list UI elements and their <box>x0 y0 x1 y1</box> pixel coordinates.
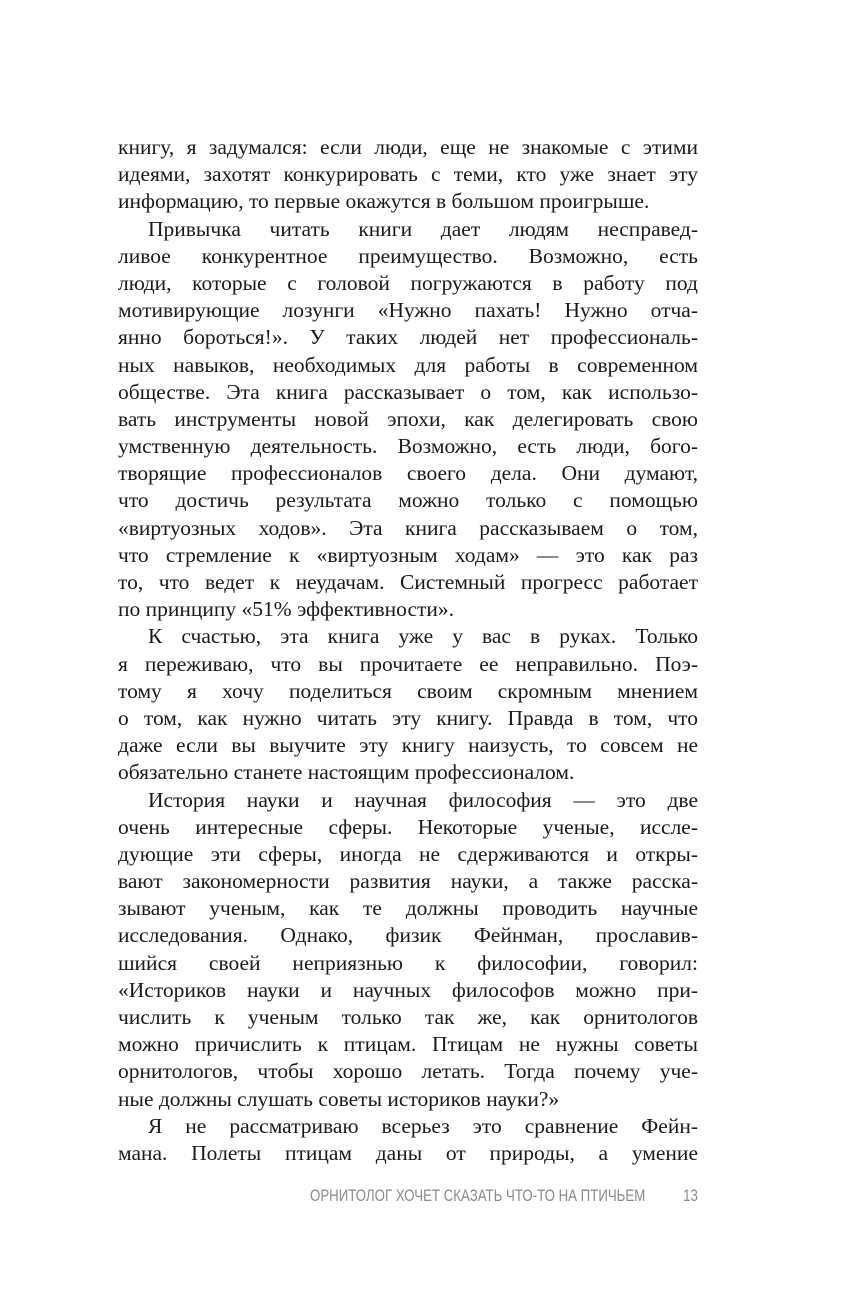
text-line: по принципу «51% эффективности». <box>118 597 455 622</box>
text-line: «Историков науки и научных философов можно при- <box>118 977 698 1002</box>
text-line: мана. Полеты птицам даны от природы, а умение <box>118 1140 698 1165</box>
text-line: орнитологов, чтобы хорошо летать. Тогда почему уче- <box>118 1059 698 1084</box>
text-line: вать инструменты новой эпохи, как делегировать свою <box>118 406 698 431</box>
text-line: люди, которые с головой погружаются в работу под <box>118 270 698 295</box>
text-line: дующие эти сферы, иногда не сдерживаются и откры- <box>118 841 698 866</box>
text-line: информацию, то первые окажутся в большом проигрыше. <box>118 189 650 214</box>
text-line: зывают ученым, как те должны проводить научные <box>118 896 698 921</box>
text-line: обществе. Эта книга рассказывает о том, как использо- <box>118 379 698 404</box>
text-line: я переживаю, что вы прочитаете ее неправильно. Поэ- <box>118 651 698 676</box>
text-line: что стремление к «виртуозным ходам» — это как раз <box>118 542 698 567</box>
running-head: ОРНИТОЛОГ ХОЧЕТ СКАЗАТЬ ЧТО-ТО НА ПТИЧЬЕМ <box>310 1186 646 1205</box>
text-line: умственную деятельность. Возможно, есть люди, бого- <box>118 434 698 459</box>
text-line: обязательно станете настоящим профессионалом. <box>118 760 575 785</box>
text-line: ные должны слушать советы историков науки?» <box>118 1086 560 1111</box>
text-line: идеями, захотят конкурировать с теми, кто уже знает эту <box>118 162 698 187</box>
text-line: «виртуозных ходов». Эта книга рассказываем о том, <box>118 515 698 540</box>
text-line: вают закономерности развития науки, а также расска- <box>118 869 698 894</box>
text-line: К счастью, эта книга уже у вас в руках. Только <box>148 624 698 649</box>
text-line: ливое конкурентное преимущество. Возможно, есть <box>118 243 698 268</box>
page-number: 13 <box>683 1186 698 1205</box>
text-line: что достичь результата можно только с помощью <box>118 488 698 513</box>
text-line: числить к ученым только так же, как орнитологов <box>118 1005 698 1029</box>
text-line: книгу, я задумался: если люди, еще не знакомые с этими <box>118 135 698 159</box>
text-line: шийся своей неприязнью к философии, говорил: <box>118 950 698 975</box>
text-line: Привычка читать книги дает людям несправед- <box>148 216 698 241</box>
text-line: очень интересные сферы. Некоторые ученые, иссле- <box>118 814 698 839</box>
text-line: мотивирующие лозунги «Нужно пахать! Нужно отча- <box>118 298 698 323</box>
text-line: творящие профессионалов своего дела. Они думают, <box>118 461 698 486</box>
text-line: то, что ведет к неудачам. Системный прогресс работает <box>118 570 698 594</box>
text-line: ных навыков, необходимых для работы в современном <box>118 352 698 377</box>
text-line: тому я хочу поделиться своим скромным мнением <box>118 678 698 703</box>
text-line: История науки и научная философия — это две <box>148 787 698 812</box>
text-line: можно причислить к птицам. Птицам не нужны советы <box>118 1032 698 1057</box>
text-line: янно бороться!». У таких людей нет профессиональ- <box>118 325 698 350</box>
text-line: даже если вы выучите эту книгу наизусть, то совсем не <box>118 733 698 758</box>
text-line: о том, как нужно читать эту книгу. Правда в том, что <box>118 705 698 730</box>
body-text <box>118 134 698 1167</box>
text-line: исследования. Однако, физик Фейнман, прославив- <box>118 923 698 948</box>
page-footer <box>310 1186 700 1210</box>
text-line: Я не рассматриваю всерьез это сравнение Фейн- <box>148 1113 698 1138</box>
